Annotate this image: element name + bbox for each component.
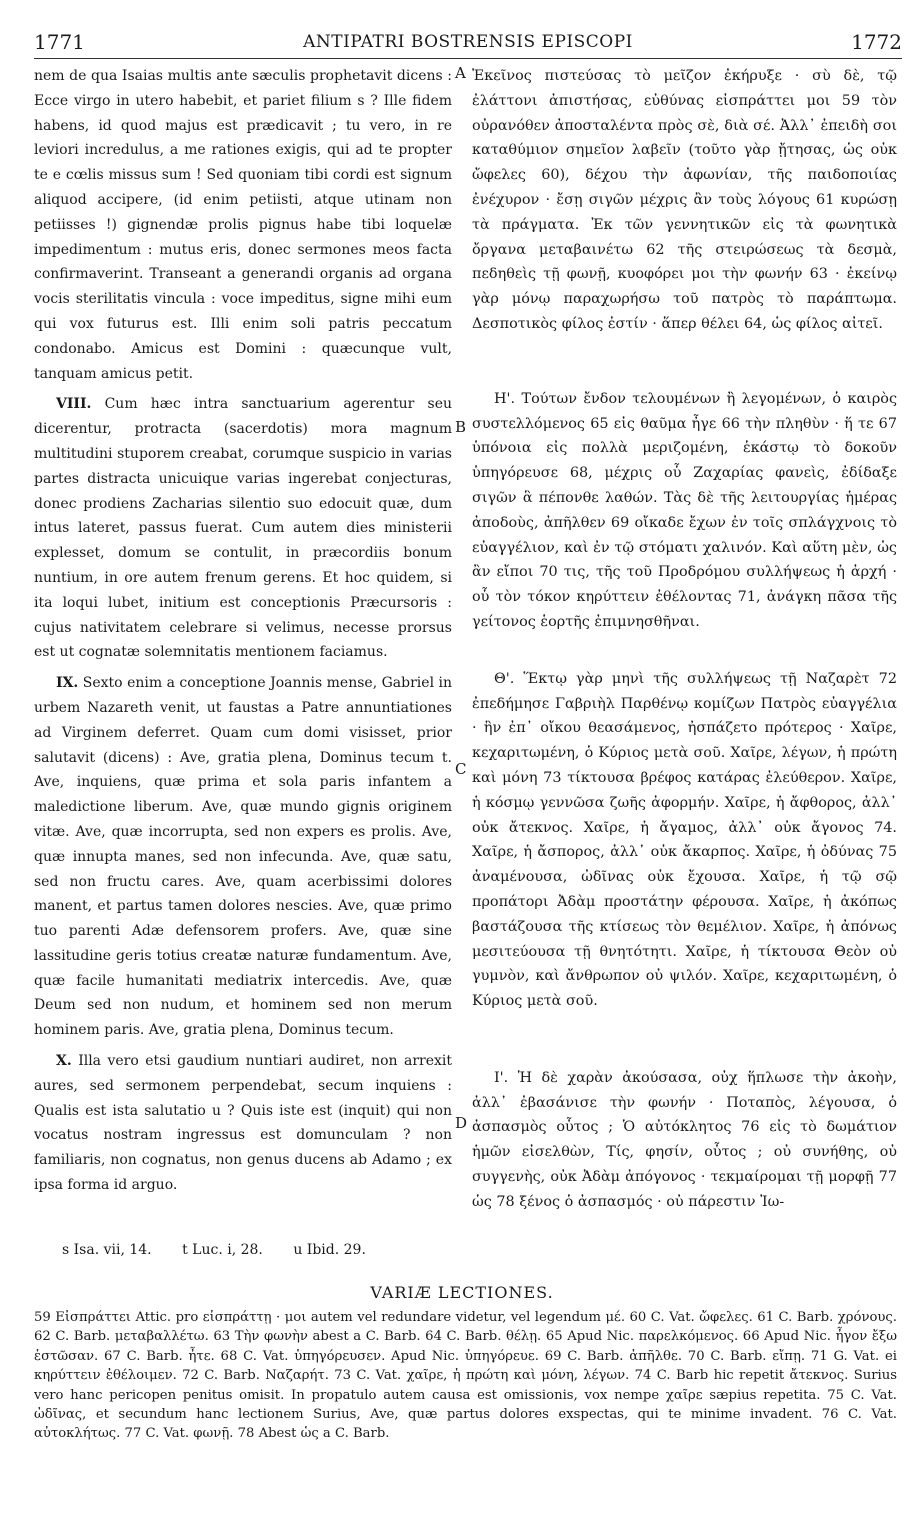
greek-paragraph-8 [472,387,897,635]
greek-paragraph-text: Ἕκτῳ γὰρ μηνὶ τῆς συλλήψεως τῇ Ναζαρὲτ 72 ἐπεδήμησε Γαβριὴλ Παρθένῳ κομίζων Πατρὸς εὐαγγέλια · ἣν ἐπ᾽ οἴκου θεασάμενος, ἠσπάζετο πρότερος · Χαῖρε, κεχαριτωμένη, ὁ Κύριος μετὰ σοῦ. Χαῖρε, λέγων, ἡ πρώτη καὶ μόνη 73 τίκτουσα βρέφος κατάρας ἐλεύθερον. Χαῖρε, ἡ κόσμῳ γεννῶσα ζωῆς ἀφορμήν. Χαῖρε, ἡ ἄφθορος, ἀλλ᾽ οὐκ ἄτεκνος. Χαῖρε, ἡ ἄγαμος, ἀλλ᾽ οὐκ ἄγονος 74. Χαῖρε, ἡ ἄσπορος, ἀλλ᾽ οὐκ ἄκαρπος. Χαῖρε, ἡ ὀδύνας 75 ἀναμένουσα, ὠδῖνας οὐκ ἔχουσα. Χαῖρε, ἡ τῷ σῷ προπάτορι Ἀδὰμ προστάτην φέρουσα. Χαῖρε, ἡ ἀκόπως βαστάζουσα τῆς κτίσεως τὸν θεμέλιον. Χαῖρε, ἡ ἀπόνως μεσιτεύουσα τῇ θνητότητι. Χαῖρε, ἡ τίκτουσα Θεὸν οὐ γυμνὸν, καὶ ἄνθρωπον οὐ ψιλόν. Χαῖρε, κεχαριτωμένη, ὁ Κύριος μετὰ σοῦ. [472,670,897,1010]
variants-text: 59 Εἰσπράττει Attic. pro εἰσπράττῃ · μοι autem vel redundare videtur, vel legendum μέ. 60 C. Vat. ὤφελες. 61 C. Barb. χρόνους. 62 C. Barb. μεταβαλλέτω. 63 Τὴν φωνὴν abest a C. Barb. 64 C. Barb. θέλῃ. 65 Apud Nic. παρελκόμενος. 66 Apud Nic. ἦγον ἔξω ἑστῶσαν. 67 C. Barb. ἦτε. 68 C. Vat. ὑπηγόρευσεν. Apud Nic. ὑπηγόρευε. 69 C. Barb. ἀπῆλθε. 70 C. Barb. εἴπῃ. 71 G. Vat. ei κηρύττειν ἐθέλοιμεν. 72 C. Barb. Ναζαρήτ. 73 C. Vat. χαῖρε, ἡ πρώτη καὶ μόνη, λέγων. 74 C. Barb hic repetit ἄτεκνος. Surius vero hanc pericopen penitus omisit. In propatulo autem causa est omissionis, vox nempe χαῖρε sæpius repetita. 75 C. Vat. ὠδῖνας, et secundum hanc lectionem Surius, Ave, quæ partus dolores exspectas, qui te minime invadent. 76 C. Vat. αὐτοκλήτως. 77 C. Vat. φωνῇ. 78 Abest ὡς a C. Barb. [34,1310,897,1442]
section-number: Η'. [494,390,516,407]
section-number: VIII. [56,396,92,413]
latin-paragraph-text: Cum hæc intra sanctuarium agerentur seu dicerentur, protracta (sacerdotis) mora magnum multitudini stuporem creabat, corumque suspicio in varias partes distracta unicuique varias ingerebat conjecturas, donec prodiens Zacharias silentio suo edocuit quæ, dum intus lateret, passus fuerat. Cum autem dies ministerii explesset, domum se contulit, in præcordiis bonum nuntium, in ore autem frenum gerens. Et hoc quidem, si ita loqui lubet, initium est conceptionis Præcursoris : cujus nativitatem celebrare si velimus, necesse prorsus est ut cognatæ solemnitatis mentionem faciamus. [34,396,452,661]
greek-paragraph-text: Ἡ δὲ χαρὰν ἀκούσασα, οὐχ ἥπλωσε τὴν ἀκοὴν, ἀλλ᾽ ἐβασάνισε τὴν φωνήν · Ποταπὸς, λέγουσα, ὁ ἀσπασμὸς οὗτος ; Ὁ αὐτόκλητος 76 εἰς τὸ δωμάτιον ἡμῶν εἰσελθὼν, Τίς, φησίν, οὗτος ; οὐ συνήθης, οὐ συγγενὴς, οὐκ Ἀδὰμ ἀπόγονος · τεκμαίρομαι τῇ μορφῇ 77 ὡς 78 ξένος ὁ ἀσπασμός · οὐ πάρεστιν Ἰω- [472,1069,897,1210]
greek-paragraph-10 [472,1066,897,1215]
margin-marker-c: C [455,760,467,778]
running-title: ANTIPATRI BOSTRENSIS EPISCOPI [303,32,633,52]
page-number-left: 1771 [34,30,85,54]
footnotes [62,1242,392,1258]
latin-paragraph-10 [34,1049,452,1198]
greek-paragraph-1: Ἐκεῖνος πιστεύσας τὸ μεῖζον ἐκήρυξε · σὺ δὲ, τῷ ἐλάττονι ἀπιστήσας, εὐθύνας εἰσπράττει μοι 59 τὸν οὐρανόθεν ἀποσταλέντα πρὸς σὲ, διὰ σέ. Ἀλλ᾽ ἐπειδὴ σοι καταθύμιον σημεῖον λαβεῖν (τοῦτο γὰρ ᾔτησας, ὡς οὐκ ὤφελες 60), δέχου τὴν ἀφωνίαν, τῆς παιδοποιίας ἐνέχυρον · ἔσῃ σιγῶν μέχρις ἂν τοὺς λόγους 61 κυρώσῃ τὰ πράγματα. Ἐκ τῶν γεννητικῶν εἰς τὰ φωνητικὰ ὄργανα μεταβαινέτω 62 τῆς στειρώσεως τὰ δεσμὰ, πεδηθεὶς τῇ φωνῇ, κυοφόρει μοι τὴν φωνήν 63 · ἐκείνῳ γὰρ μόνῳ παραχωρήσω τοῦ πατρὸς τὸ παράπτωμα. Δεσποτικὸς φίλος ἐστίν · ἅπερ θέλει 64, ὡς φίλος αἰτεῖ. [472,68,897,332]
variae-lectiones [34,1308,897,1444]
latin-paragraph-text: Sexto enim a conceptione Joannis mense, Gabriel in urbem Nazareth venit, ut faustas a Patre annuntiationes ad Virginem deferret. Quam cum domi visisset, prior salutavit (dicens) : Ave, gratia plena, Dominus tecum t. Ave, inquiens, quæ prima et sola paris infantem a maledictione liberum. Ave, quæ mundo gignis originem vitæ. Ave, quæ incorrupta, sed non expers es prolis. Ave, quæ innupta manes, sed non infecunda. Ave, quæ satu, sed non fructu cares. Ave, quam acerbissimi dolores manent, et partus tamen dolores nescies. Ave, quæ primo tuo parenti Adæ defensorem profers. Ave, quæ sine lassitudine geris totius creatæ naturæ fundamentum. Ave, quæ facile humanitati mediatrix intercedis. Ave, quæ Deum sed non nudum, et hominem sed non merum hominem paris. Ave, gratia plena, Dominus tecum. [34,675,453,1039]
greek-column [472,64,897,1215]
page-number-right: 1772 [851,30,902,54]
margin-marker-b: B [455,418,467,436]
section-number: Θ'. [494,670,515,687]
footnote: s Isa. vii, 14. [62,1242,152,1258]
footnote: t Luc. i, 28. [182,1242,263,1258]
latin-paragraph-text: Illa vero etsi gaudium nuntiari audiret, non arrexit aures, sed sermonem perpendebat, secum inquiens : Qualis est ista salutatio u ? Quis iste est (inquit) qui non vocatus nostram ingressus est domunculam ? non familiaris, non cognatus, non genus ducens ab Adamo ; ex ipsa forma id arguo. [34,1053,452,1194]
greek-paragraph-9 [472,667,897,1014]
margin-marker-a: A [455,64,466,82]
latin-paragraph-1: nem de qua Isaias multis ante sæculis prophetavit dicens : Ecce virgo in utero habebit, et pariet filium s ? Ille fidem habens, id quod majus est prædicavit ; tu vero, in re leviori incredulus, a me rationes exigis, qui ad te propter te e cœlis missus sum ! Sed quoniam tibi cordi est signum aliquod accipere, (id enim petiisti, atque utinam non petiisses !) gignendæ prolis pignus habe tibi loquelæ impedimentum : mutus eris, donec sermones meos facta confirmaverint. Transeant a generandi organis ad organa vocis sterilitatis vincula : voce impeditus, signe mihi eum qui vox futurus est. Illi enim soli patris peccatum condonabo. Amicus est Domini : quæcunque vult, tanquam amicus petit. [34,68,452,382]
section-number: IX. [56,675,79,692]
latin-paragraph-8 [34,392,452,665]
section-number: X. [56,1053,72,1070]
page-header [34,30,902,59]
footnote: u Ibid. 29. [293,1242,366,1258]
margin-marker-d: D [455,1114,468,1132]
latin-column [34,64,452,1198]
latin-paragraph-9 [34,671,452,1043]
greek-paragraph-text: Τούτων ἔνδον τελουμένων ἢ λεγομένων, ὁ καιρὸς συστελλόμενος 65 εἰς θαῦμα ἦγε 66 τὴν πληθὺν · ἥ τε 67 ὑπόνοια εἰς πολλὰ μεριζομένη, ἑκάστῳ τὸ δοκοῦν ὑπηγόρευσε 68, μέχρις οὗ Ζαχαρίας φανεὶς, ἐδίδαξε σιγῶν ἃ πέπονθε λαθών. Τὰς δὲ τῆς λειτουργίας ἡμέρας ἀποδοὺς, ἀπῆλθεν 69 οἴκαδε ἔχων ἐν τοῖς σπλάγχνοις τὸ εὐαγγέλιον, καὶ ἐν τῷ στόματι χαλινόν. Καὶ αὕτη μὲν, ὡς ἂν εἴποι 70 τις, τῆς τοῦ Προδρόμου συλλήψεως ἡ ἀρχή · οὗ τὸν τόκον κηρύττειν ἐθέλοντας 71, ἀνάγκη πᾶσα τῆς γείτονος ἑορτῆς ἐπιμνησθῆναι. [472,390,898,630]
section-number: Ι'. [494,1069,509,1086]
variae-lectiones-heading: VARIÆ LECTIONES. [370,1283,554,1302]
